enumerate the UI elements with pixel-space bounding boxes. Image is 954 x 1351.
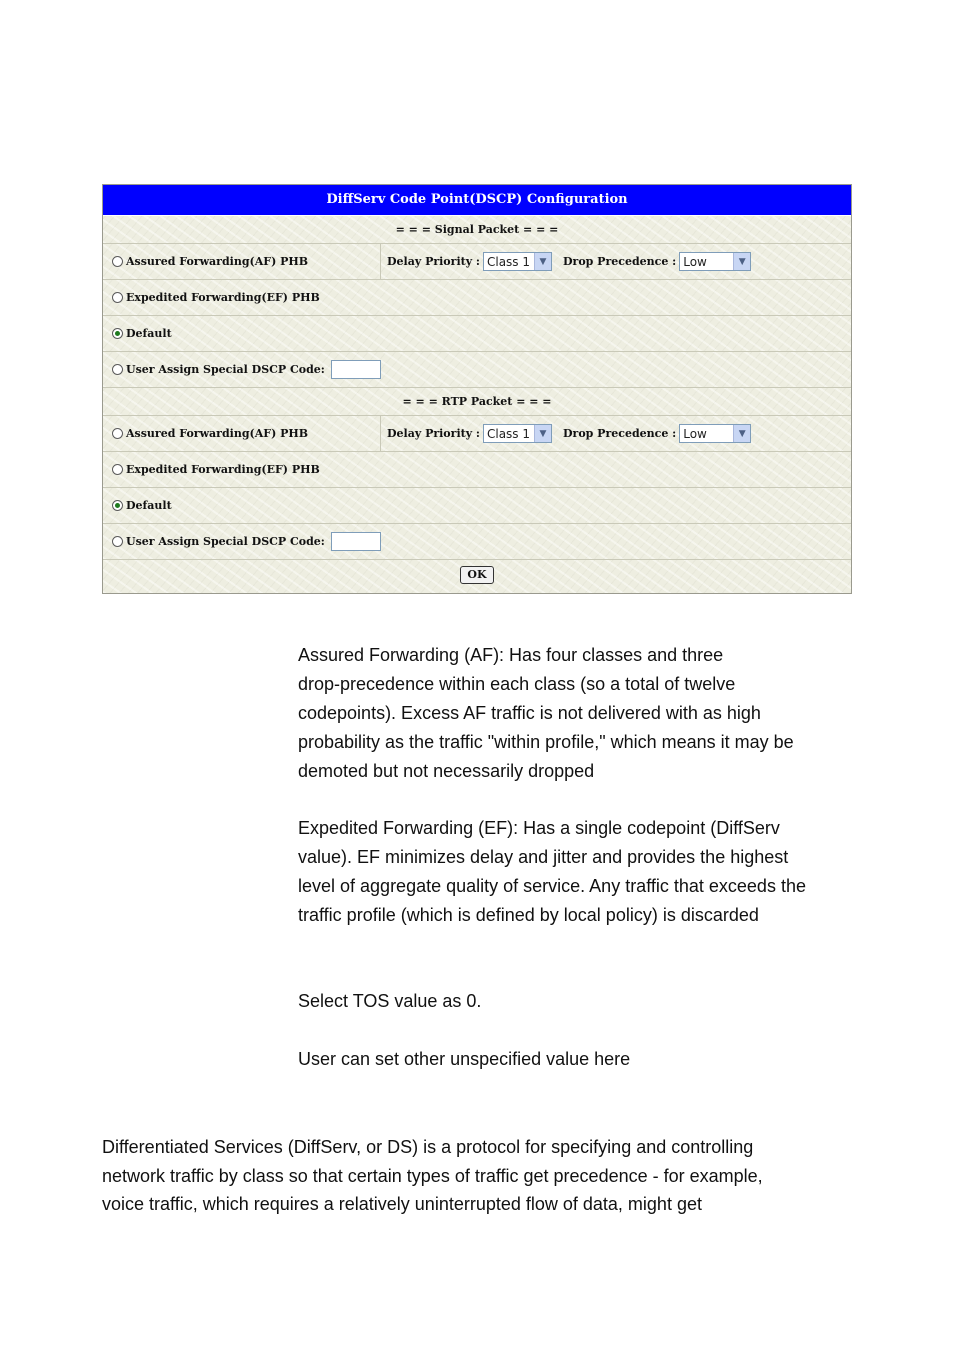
signal-ef-label: Expedited Forwarding(EF) PHB <box>126 291 320 304</box>
rtp-ef-row <box>103 452 851 488</box>
rtp-ef-option[interactable] <box>112 452 320 487</box>
panel-title: DiffServ Code Point(DSCP) Configuration <box>103 185 851 216</box>
rtp-ef-radio[interactable] <box>112 464 123 475</box>
signal-delay-priority-select[interactable] <box>483 252 552 271</box>
rtp-section-label: = = = RTP Packet = = = <box>402 395 552 408</box>
user-assign-description: User can set other unspecified value here <box>298 1049 631 1069</box>
rtp-af-radio[interactable] <box>112 428 123 439</box>
rtp-drop-precedence-select[interactable] <box>679 424 751 443</box>
rtp-default-option[interactable] <box>112 488 172 523</box>
signal-af-settings <box>387 244 751 279</box>
dscp-config-panel <box>102 184 852 594</box>
rtp-user-assign-option[interactable] <box>112 524 381 559</box>
paragraph-line: network traffic by class so that certain types of traffic get precedence - for example, <box>102 1165 763 1186</box>
signal-drop-precedence-label: Drop Precedence : <box>562 255 677 268</box>
ef-description-line: value). EF minimizes delay and jitter and provides the highest <box>298 847 789 867</box>
signal-af-radio[interactable] <box>112 256 123 267</box>
chevron-down-icon[interactable]: ▼ <box>534 425 551 442</box>
signal-packet-header <box>103 216 851 244</box>
signal-user-assign-row <box>103 352 851 388</box>
ef-description-line: traffic profile (which is defined by local policy) is discarded <box>298 905 759 925</box>
rtp-ef-label: Expedited Forwarding(EF) PHB <box>126 463 320 476</box>
signal-af-label: Assured Forwarding(AF) PHB <box>126 255 309 268</box>
ef-description <box>298 814 806 930</box>
af-description-line: drop-precedence within each class (so a total of twelve <box>298 674 736 694</box>
af-description <box>298 641 794 786</box>
signal-ef-option[interactable] <box>112 280 320 315</box>
af-description-line: demoted but not necessarily dropped <box>298 761 595 781</box>
signal-user-assign-option[interactable] <box>112 352 381 387</box>
signal-default-row <box>103 316 851 352</box>
signal-section-label: = = = Signal Packet = = = <box>395 223 559 236</box>
rtp-default-radio[interactable] <box>112 500 123 511</box>
rtp-drop-precedence-label: Drop Precedence : <box>562 427 677 440</box>
ok-row <box>103 560 851 593</box>
signal-drop-precedence-value: Low <box>683 254 707 269</box>
rtp-user-assign-row <box>103 524 851 560</box>
chevron-down-icon[interactable]: ▼ <box>733 425 750 442</box>
default-description: Select TOS value as 0. <box>298 991 482 1011</box>
af-description-line: Assured Forwarding (AF): Has four classes and three <box>298 645 724 665</box>
signal-delay-priority-label: Delay Priority : <box>387 255 480 268</box>
rtp-drop-precedence-value: Low <box>683 426 707 441</box>
signal-default-option[interactable] <box>112 316 172 351</box>
signal-drop-precedence-select[interactable] <box>679 252 751 271</box>
af-description-line: codepoints). Excess AF traffic is not delivered with as high <box>298 703 761 723</box>
signal-delay-priority-value: Class 1 <box>486 254 531 269</box>
diffserv-paragraph <box>102 1133 862 1219</box>
signal-af-row <box>103 244 851 280</box>
rtp-delay-priority-label: Delay Priority : <box>387 427 480 440</box>
paragraph-line: Differentiated Services (DiffServ, or DS) is a protocol for specifying and controlling <box>102 1137 754 1157</box>
rtp-packet-header <box>103 388 851 416</box>
af-description-line: probability as the traffic "within profile," which means it may be <box>298 732 794 752</box>
rtp-af-label: Assured Forwarding(AF) PHB <box>126 427 309 440</box>
rtp-dscp-code-input[interactable] <box>331 532 381 551</box>
signal-ef-radio[interactable] <box>112 292 123 303</box>
signal-user-assign-radio[interactable] <box>112 364 123 375</box>
rtp-af-settings <box>387 416 751 451</box>
signal-af-option[interactable] <box>112 244 308 279</box>
rtp-user-assign-label: User Assign Special DSCP Code: <box>126 535 325 548</box>
paragraph-line: voice traffic, which requires a relatively uninterrupted flow of data, might get <box>102 1194 702 1214</box>
rtp-default-label: Default <box>126 499 172 512</box>
signal-default-radio[interactable] <box>112 328 123 339</box>
rtp-af-row <box>103 416 851 452</box>
signal-user-assign-label: User Assign Special DSCP Code: <box>126 363 325 376</box>
rtp-user-assign-radio[interactable] <box>112 536 123 547</box>
signal-dscp-code-input[interactable] <box>331 360 381 379</box>
ef-description-line: Expedited Forwarding (EF): Has a single codepoint (DiffServ <box>298 818 780 838</box>
rtp-delay-priority-value: Class 1 <box>486 426 531 441</box>
chevron-down-icon[interactable]: ▼ <box>534 253 551 270</box>
rtp-af-option[interactable] <box>112 416 308 451</box>
signal-default-label: Default <box>126 327 172 340</box>
ef-description-line: level of aggregate quality of service. Any traffic that exceeds the <box>298 876 806 896</box>
rtp-default-row <box>103 488 851 524</box>
row-divider <box>380 244 381 279</box>
rtp-delay-priority-select[interactable] <box>483 424 552 443</box>
ok-button[interactable]: OK <box>460 566 493 584</box>
row-divider <box>380 416 381 451</box>
signal-ef-row <box>103 280 851 316</box>
chevron-down-icon[interactable]: ▼ <box>733 253 750 270</box>
